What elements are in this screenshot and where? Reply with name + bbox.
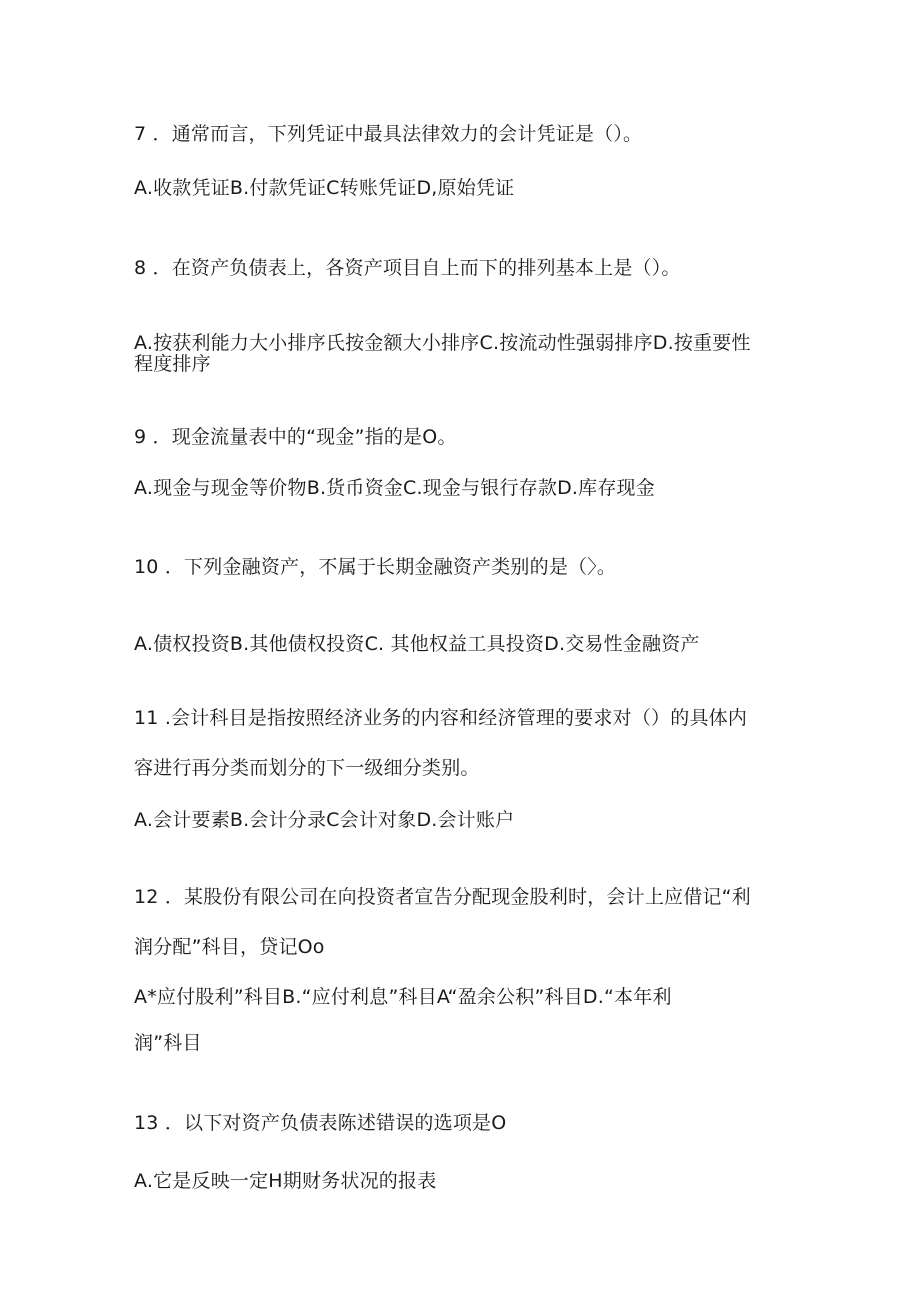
- question-8-options: A.按获利能力大小排序氏按金额大小排序C.按流动性强弱排序D.按重要性: [134, 332, 751, 354]
- question-12-options-cont: 润”科目: [134, 1032, 202, 1054]
- question-13-options: A.它是反映一定H期财务状况的报表: [134, 1170, 437, 1192]
- question-11-stem: 11 .会计科目是指按照经济业务的内容和经济管理的要求对（）的具体内: [134, 707, 748, 729]
- question-13-stem: 13 ．以下对资产负债表陈述错误的选项是O: [134, 1112, 507, 1134]
- question-8-stem: 8 ．在资产负债表上，各资产项目自上而下的排列基本上是（）。: [134, 257, 681, 279]
- question-10-stem: 10 ．下列金融资产，不属于长期金融资产类别的是（〉。: [134, 556, 617, 578]
- question-11-stem-cont: 容进行再分类而划分的下一级细分类别。: [134, 757, 480, 779]
- question-12-stem: 12 ．某股份有限公司在向投资者宣告分配现金股利时，会计上应借记“利: [134, 886, 751, 908]
- question-7-stem: 7 ．通常而言，下列凭证中最具法律效力的会计凭证是（）。: [134, 123, 643, 145]
- question-7-options: A.收款凭证B.付款凭证C转账凭证D,原始凭证: [134, 177, 515, 199]
- question-9-stem: 9 ．现金流量表中的“现金”指的是O。: [134, 426, 457, 448]
- question-9-options: A.现金与现金等价物B.货币资金C.现金与银行存款D.库存现金: [134, 477, 655, 499]
- question-8-options-cont: 程度排序: [134, 353, 211, 375]
- question-12-options: A*应付股利”科目B.“应付利息”科目A“盈余公积”科目D.“本年利: [134, 986, 672, 1008]
- question-11-options: A.会计要素B.会计分录C会计对象D.会计账户: [134, 809, 515, 831]
- question-12-stem-cont: 润分配”科目，贷记Oo: [134, 936, 325, 958]
- question-10-options: A.债权投资B.其他债权投资C. 其他权益工具投资D.交易性金融资产: [134, 633, 700, 655]
